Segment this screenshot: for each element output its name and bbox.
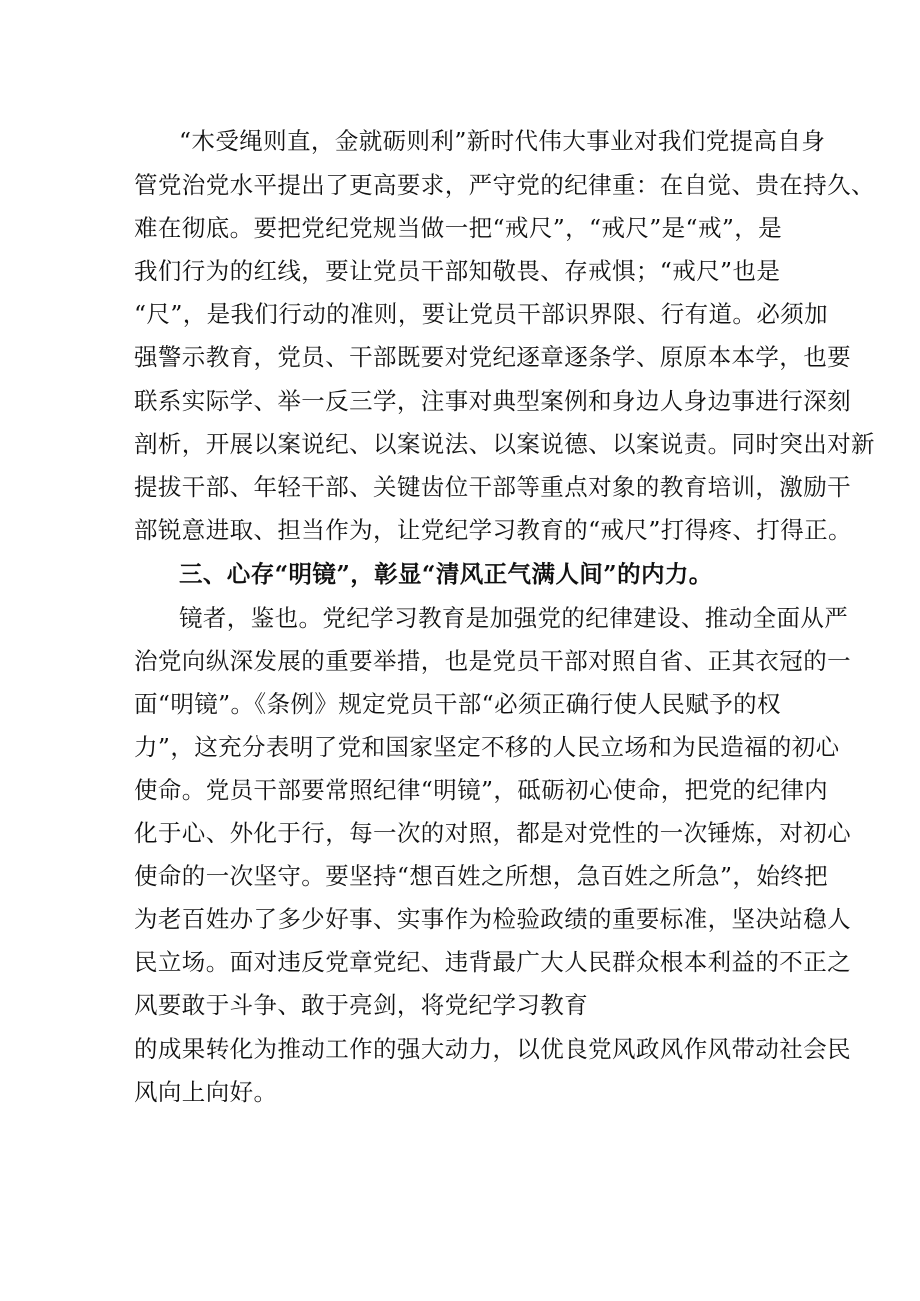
paragraph-line: 我们行为的红线，要让党员干部知敬畏、存戒惧；“戒尺”也是	[134, 257, 781, 285]
paragraph-line: 使命的一次坚守。要坚持“想百姓之所想，急百姓之所急”，始终把	[134, 862, 829, 890]
paragraph-line: 镜者，鉴也。党纪学习教育是加强党的纪律建设、推动全面从严	[179, 604, 849, 632]
paragraph-line: 为老百姓办了多少好事、实事作为检验政绩的重要标准，坚决站稳人	[134, 905, 851, 933]
paragraph-line: 化于心、外化于行，每一次的对照，都是对党性的一次锤炼，对初心	[134, 819, 851, 847]
paragraph-line: 民立场。面对违反党章党纪、违背最广大人民群众根本利益的不正之	[134, 948, 851, 976]
paragraph-line: 治党向纵深发展的重要举措，也是党员干部对照自省、正其衣冠的一	[134, 647, 851, 675]
paragraph-line: 难在彻底。要把党纪党规当做一把“戒尺”，“戒尺”是“戒”，是	[134, 214, 783, 242]
paragraph-line: 管党治党水平提出了更高要求，严守党的纪律重：在自觉、贵在持久、	[134, 171, 875, 199]
paragraph-line: 风要敢于斗争、敢于亮剑，将党纪学习教育	[134, 991, 589, 1019]
paragraph-line: 力”，这充分表明了党和国家坚定不移的人民立场和为民造福的初心	[134, 733, 840, 761]
paragraph-line: 提拔干部、年轻干部、关键齿位干部等重点对象的教育培训，激励干	[134, 473, 851, 501]
paragraph-line: 使命。党员干部要常照纪律“明镜”，砥砺初心使命，把党的纪律内	[134, 776, 829, 804]
paragraph-line: “尺”，是我们行动的准则，要让党员干部识界限、行有道。必须加	[134, 300, 829, 328]
paragraph-line: “木受绳则直，金就砺则利”新时代伟大事业对我们党提高自身	[179, 127, 826, 155]
section-heading: 三、心存“明镜”，彰显“清风正气满人间”的内力。	[179, 560, 713, 588]
paragraph-line: 联系实际学、举一反三学，注事对典型案例和身边人身边事进行深刻	[134, 387, 851, 415]
paragraph-line: 部锐意进取、担当作为，让党纪学习教育的“戒尺”打得疼、打得正。	[134, 516, 852, 544]
paragraph-line: 强警示教育，党员、干部既要对党纪逐章逐条学、原原本本学，也要	[134, 343, 851, 371]
paragraph-line: 风向上向好。	[134, 1078, 278, 1106]
paragraph-line: 面“明镜”。《条例》规定党员干部“必须正确行使人民赋予的权	[134, 690, 781, 718]
paragraph-line: 剖析，开展以案说纪、以案说法、以案说德、以案说责。同时突出对新	[134, 430, 875, 458]
paragraph-line: 的成果转化为推动工作的强大动力，以优良党风政风作风带动社会民	[134, 1035, 851, 1063]
